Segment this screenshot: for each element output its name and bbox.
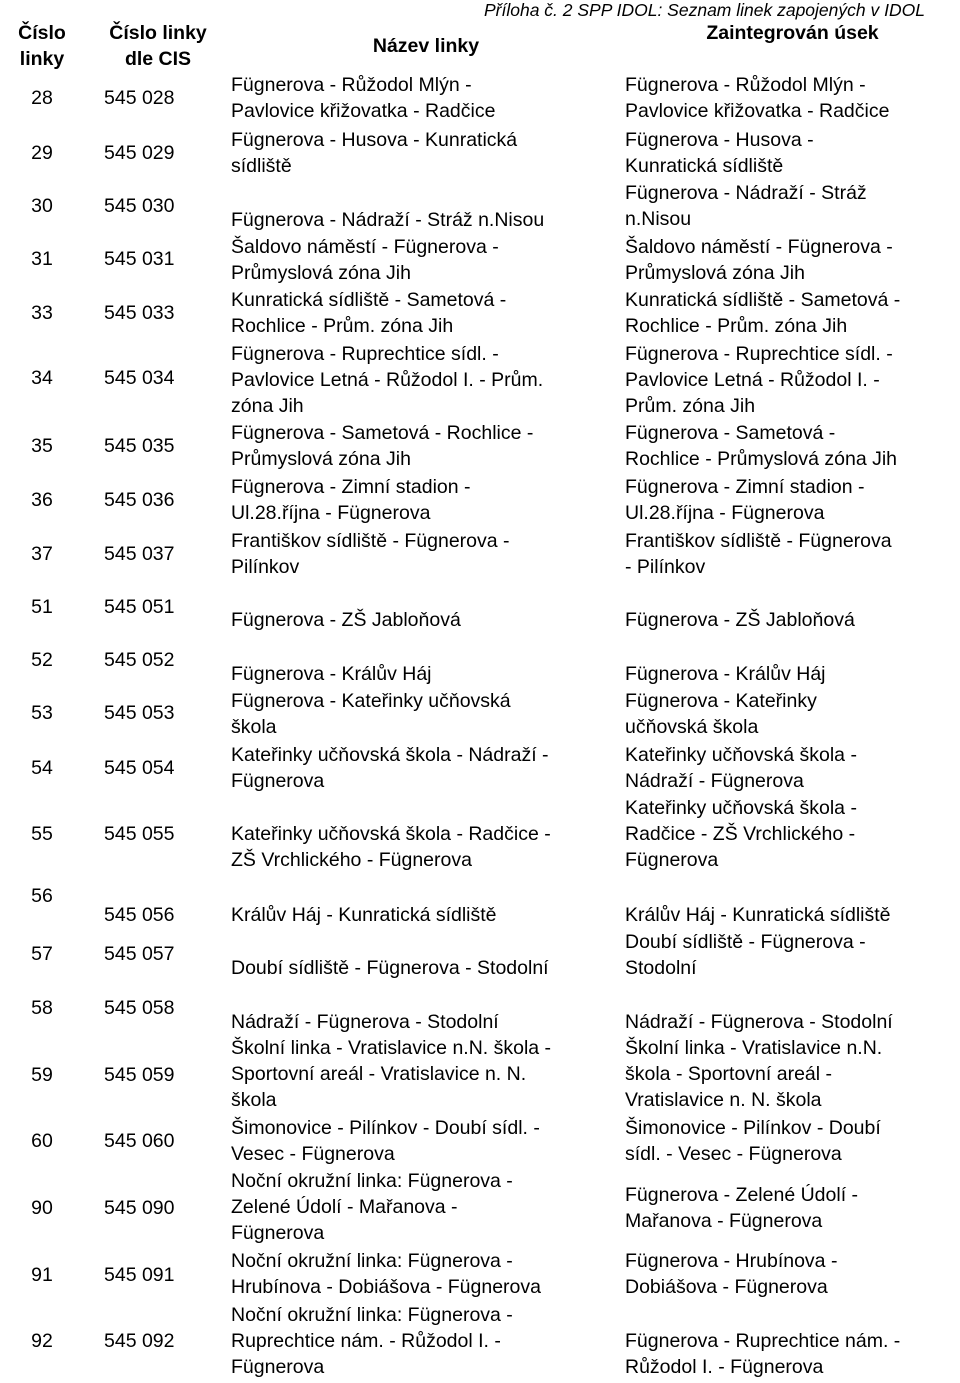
integrated-section-text: Fügnerova - Nádraží - Stráž <box>625 182 867 204</box>
line-name-text: Fügnerova - Ruprechtice sídl. - <box>231 343 499 365</box>
line-name-text: Školní linka - Vratislavice n.N. škola - <box>231 1037 552 1059</box>
integrated-section-text: Vratislavice n. N. škola <box>625 1089 822 1111</box>
line-number: 60 <box>31 1130 53 1152</box>
page-title: Příloha č. 2 SPP IDOL: Seznam linek zapojených v IDOL <box>484 0 925 20</box>
integrated-section-text: Ul.28.října - Fügnerova <box>625 502 825 524</box>
line-number: 37 <box>31 543 53 565</box>
line-name <box>231 902 621 928</box>
integrated-section <box>625 234 960 286</box>
line-number: 35 <box>31 435 53 457</box>
integrated-section-text: Pavlovice křižovatka - Radčice <box>625 100 890 122</box>
integrated-section-text: Fügnerova - Sametová - <box>625 422 836 444</box>
line-name <box>231 955 621 981</box>
line-number: 51 <box>31 596 53 618</box>
line-name-text: Hrubínova - Dobiášova - Fügnerova <box>231 1276 541 1298</box>
integrated-section-text: Doubí sídliště - Fügnerova - <box>625 931 866 953</box>
line-name-text: ZŠ Vrchlického - Fügnerova <box>231 849 472 871</box>
line-name <box>231 1009 621 1035</box>
line-name-text: Fügnerova <box>231 770 325 792</box>
cis-number: 545 092 <box>104 1330 175 1352</box>
integrated-section-text: Fügnerova - Zimní stadion - <box>625 476 865 498</box>
line-number: 52 <box>31 649 53 671</box>
integrated-section-text: Dobiášova - Fügnerova <box>625 1276 828 1298</box>
integrated-section <box>625 1035 960 1113</box>
integrated-section <box>625 474 960 526</box>
line-name-text: Ruprechtice nám. - Růžodol I. - <box>231 1330 501 1352</box>
integrated-section-text: Radčice - ZŠ Vrchlického - <box>625 823 856 845</box>
line-number: 53 <box>31 702 53 724</box>
integrated-section <box>625 1328 960 1380</box>
line-name <box>231 821 621 873</box>
cis-number: 545 060 <box>104 1130 175 1152</box>
line-name <box>231 661 621 687</box>
integrated-section-text: - Pilínkov <box>625 556 706 578</box>
integrated-section-text: Kunratická sídliště <box>625 155 784 177</box>
integrated-section <box>625 902 960 928</box>
integrated-section <box>625 341 960 419</box>
integrated-section <box>625 661 960 687</box>
cis-number: 545 034 <box>104 367 175 389</box>
header-text: Zaintegrován úsek <box>706 22 879 44</box>
line-name-text: sídliště <box>231 155 292 177</box>
line-name-text: Vesec - Fügnerova <box>231 1143 395 1165</box>
line-name-text: Průmyslová zóna Jih <box>231 448 411 470</box>
line-name <box>231 287 621 339</box>
integrated-section-text: Fügnerova - Zelené Údolí - <box>625 1184 859 1206</box>
line-number: 92 <box>31 1330 53 1352</box>
cis-number: 545 053 <box>104 702 175 724</box>
line-number: 33 <box>31 302 53 324</box>
line-name <box>231 234 621 286</box>
line-name-text: Zelené Údolí - Mařanova - <box>231 1196 458 1218</box>
line-name-text: Kunratická sídliště - Sametová - <box>231 289 507 311</box>
integrated-section <box>625 1182 960 1234</box>
line-name-text: Františkov sídliště - Fügnerova - <box>231 530 510 552</box>
integrated-section <box>625 1248 960 1300</box>
line-name-text: škola <box>231 716 277 738</box>
line-name <box>231 742 621 794</box>
line-number: 90 <box>31 1197 53 1219</box>
cis-number: 545 055 <box>104 823 175 845</box>
integrated-section-text: Šimonovice - Pilínkov - Doubí <box>625 1117 881 1139</box>
header-line-name <box>231 33 621 59</box>
cis-number: 545 033 <box>104 302 175 324</box>
cis-number: 545 059 <box>104 1064 175 1086</box>
integrated-section-text: Kunratická sídliště - Sametová - <box>625 289 901 311</box>
line-name-text: Šaldovo náměstí - Fügnerova - <box>231 236 499 258</box>
line-name <box>231 688 621 740</box>
line-name-text: Rochlice - Prům. zóna Jih <box>231 315 454 337</box>
line-name <box>231 474 621 526</box>
integrated-section <box>625 72 960 124</box>
cis-number: 545 051 <box>104 596 175 618</box>
line-number: 59 <box>31 1064 53 1086</box>
integrated-section-text: Stodolní <box>625 957 697 979</box>
line-number: 58 <box>31 997 53 1019</box>
integrated-section <box>625 795 960 873</box>
line-number: 28 <box>31 87 53 109</box>
integrated-section-text: Fügnerova - Růžodol Mlýn - <box>625 74 866 96</box>
cis-number: 545 031 <box>104 248 175 270</box>
integrated-section-text: Růžodol I. - Fügnerova <box>625 1356 824 1378</box>
integrated-section-text: sídl. - Vesec - Fügnerova <box>625 1143 842 1165</box>
line-name-text: Sportovní areál - Vratislavice n. N. <box>231 1063 527 1085</box>
integrated-section-text: Fügnerova - Kateřinky <box>625 690 817 712</box>
line-name-text: zóna Jih <box>231 395 304 417</box>
line-name-text: Fügnerova - Husova - Kunratická <box>231 129 518 151</box>
line-name-text: Fügnerova - Sametová - Rochlice - <box>231 422 534 444</box>
line-name-text: Ul.28.října - Fügnerova <box>231 502 431 524</box>
integrated-section-text: Mařanova - Fügnerova <box>625 1210 823 1232</box>
line-name-text: Fügnerova <box>231 1222 325 1244</box>
integrated-section <box>625 127 960 179</box>
line-name-text: Fügnerova <box>231 1356 325 1378</box>
line-name-text: Pavlovice křižovatka - Radčice <box>231 100 496 122</box>
integrated-section-text: Rochlice - Prům. zóna Jih <box>625 315 848 337</box>
cis-number: 545 052 <box>104 649 175 671</box>
line-name <box>231 207 621 233</box>
line-name-text: Fügnerova - Růžodol Mlýn - <box>231 74 472 96</box>
integrated-section-text: Fügnerova <box>625 849 719 871</box>
line-name-text: Noční okružní linka: Fügnerova - <box>231 1170 513 1192</box>
integrated-section-text: Fügnerova - Ruprechtice sídl. - <box>625 343 893 365</box>
line-name <box>231 1302 621 1380</box>
line-name <box>231 72 621 124</box>
cis-number: 545 057 <box>104 943 175 965</box>
line-name-text: Šimonovice - Pilínkov - Doubí sídl. - <box>231 1117 540 1139</box>
integrated-section <box>625 929 960 981</box>
line-name-text: Fügnerova - ZŠ Jabloňová <box>231 609 461 631</box>
header-integrated-section <box>625 20 960 46</box>
cis-number: 545 054 <box>104 757 175 779</box>
header-text: Číslo linky <box>109 22 207 44</box>
line-number: 30 <box>31 195 53 217</box>
line-name-text: Králův Háj - Kunratická sídliště <box>231 904 497 926</box>
line-name-text: Nádraží - Fügnerova - Stodolní <box>231 1011 499 1033</box>
cis-number: 545 029 <box>104 142 175 164</box>
line-number: 34 <box>31 367 53 389</box>
integrated-section-text: Františkov sídliště - Fügnerova <box>625 530 892 552</box>
line-number: 57 <box>31 943 53 965</box>
header-cis-number <box>96 20 220 72</box>
integrated-section-text: Prům. zóna Jih <box>625 395 756 417</box>
integrated-section-text: Školní linka - Vratislavice n.N. <box>625 1037 883 1059</box>
integrated-section-text: Průmyslová zóna Jih <box>625 262 805 284</box>
line-name-text: Doubí sídliště - Fügnerova - Stodolní <box>231 957 549 979</box>
cis-number: 545 030 <box>104 195 175 217</box>
integrated-section <box>625 528 960 580</box>
line-name <box>231 528 621 580</box>
line-name-text: Průmyslová zóna Jih <box>231 262 411 284</box>
line-name <box>231 1035 621 1113</box>
cis-number: 545 090 <box>104 1197 175 1219</box>
line-number: 91 <box>31 1264 53 1286</box>
line-name-text: Fügnerova - Kateřinky učňovská <box>231 690 511 712</box>
cis-number: 545 036 <box>104 489 175 511</box>
line-name-text: Pavlovice Letná - Růžodol I. - Prům. <box>231 369 544 391</box>
line-number: 54 <box>31 757 53 779</box>
integrated-section-text: škola - Sportovní areál - <box>625 1063 833 1085</box>
line-name-text: škola <box>231 1089 277 1111</box>
integrated-section-text: Rochlice - Průmyslová zóna Jih <box>625 448 898 470</box>
integrated-section-text: Kateřinky učňovská škola - <box>625 797 857 819</box>
integrated-section-text: Pavlovice Letná - Růžodol I. - <box>625 369 880 391</box>
integrated-section-text: Šaldovo náměstí - Fügnerova - <box>625 236 893 258</box>
integrated-section-text: Fügnerova - Husova - <box>625 129 814 151</box>
integrated-section <box>625 688 960 740</box>
integrated-section-text: učňovská škola <box>625 716 759 738</box>
integrated-section <box>625 420 960 472</box>
integrated-section <box>625 607 960 633</box>
integrated-section-text: Nádraží - Fügnerova <box>625 770 804 792</box>
integrated-section-text: Nádraží - Fügnerova - Stodolní <box>625 1011 893 1033</box>
line-name-text: Fügnerova - Nádraží - Stráž n.Nisou <box>231 209 545 231</box>
integrated-section-text: Králův Háj - Kunratická sídliště <box>625 904 891 926</box>
line-name-text: Kateřinky učňovská škola - Radčice - <box>231 823 551 845</box>
line-name-text: Fügnerova - Králův Háj <box>231 663 432 685</box>
integrated-section-text: Fügnerova - Hrubínova - <box>625 1250 838 1272</box>
line-name <box>231 1248 621 1300</box>
integrated-section-text: Kateřinky učňovská škola - <box>625 744 857 766</box>
cis-number: 545 035 <box>104 435 175 457</box>
line-name <box>231 607 621 633</box>
integrated-section-text: n.Nisou <box>625 208 692 230</box>
integrated-section-text: Fügnerova - Králův Háj <box>625 663 826 685</box>
line-number: 36 <box>31 489 53 511</box>
header-text: Číslo <box>18 22 66 44</box>
cis-number: 545 091 <box>104 1264 175 1286</box>
header-text: Název linky <box>372 35 480 57</box>
line-name <box>231 127 621 179</box>
header-line-number <box>0 20 84 72</box>
line-name <box>231 1168 621 1246</box>
integrated-section <box>625 1009 960 1035</box>
cis-number: 545 028 <box>104 87 175 109</box>
line-number: 29 <box>31 142 53 164</box>
line-number: 56 <box>31 885 53 907</box>
integrated-section <box>625 287 960 339</box>
line-name <box>231 1115 621 1167</box>
cis-number: 545 058 <box>104 997 175 1019</box>
line-number: 55 <box>31 823 53 845</box>
integrated-section-text: Fügnerova - Ruprechtice nám. - <box>625 1330 901 1352</box>
line-name-text: Noční okružní linka: Fügnerova - <box>231 1304 513 1326</box>
header-text: linky <box>19 48 65 70</box>
line-number: 31 <box>31 248 53 270</box>
line-name-text: Kateřinky učňovská škola - Nádraží - <box>231 744 549 766</box>
integrated-section-text: Fügnerova - ZŠ Jabloňová <box>625 609 855 631</box>
line-name <box>231 420 621 472</box>
line-name-text: Noční okružní linka: Fügnerova - <box>231 1250 513 1272</box>
line-name-text: Fügnerova - Zimní stadion - <box>231 476 471 498</box>
header-text: dle CIS <box>124 48 192 70</box>
line-name <box>231 341 621 419</box>
integrated-section <box>625 1115 960 1167</box>
cis-number: 545 056 <box>104 904 175 926</box>
integrated-section <box>625 180 960 232</box>
line-name-text: Pilínkov <box>231 556 300 578</box>
integrated-section <box>625 742 960 794</box>
cis-number: 545 037 <box>104 543 175 565</box>
